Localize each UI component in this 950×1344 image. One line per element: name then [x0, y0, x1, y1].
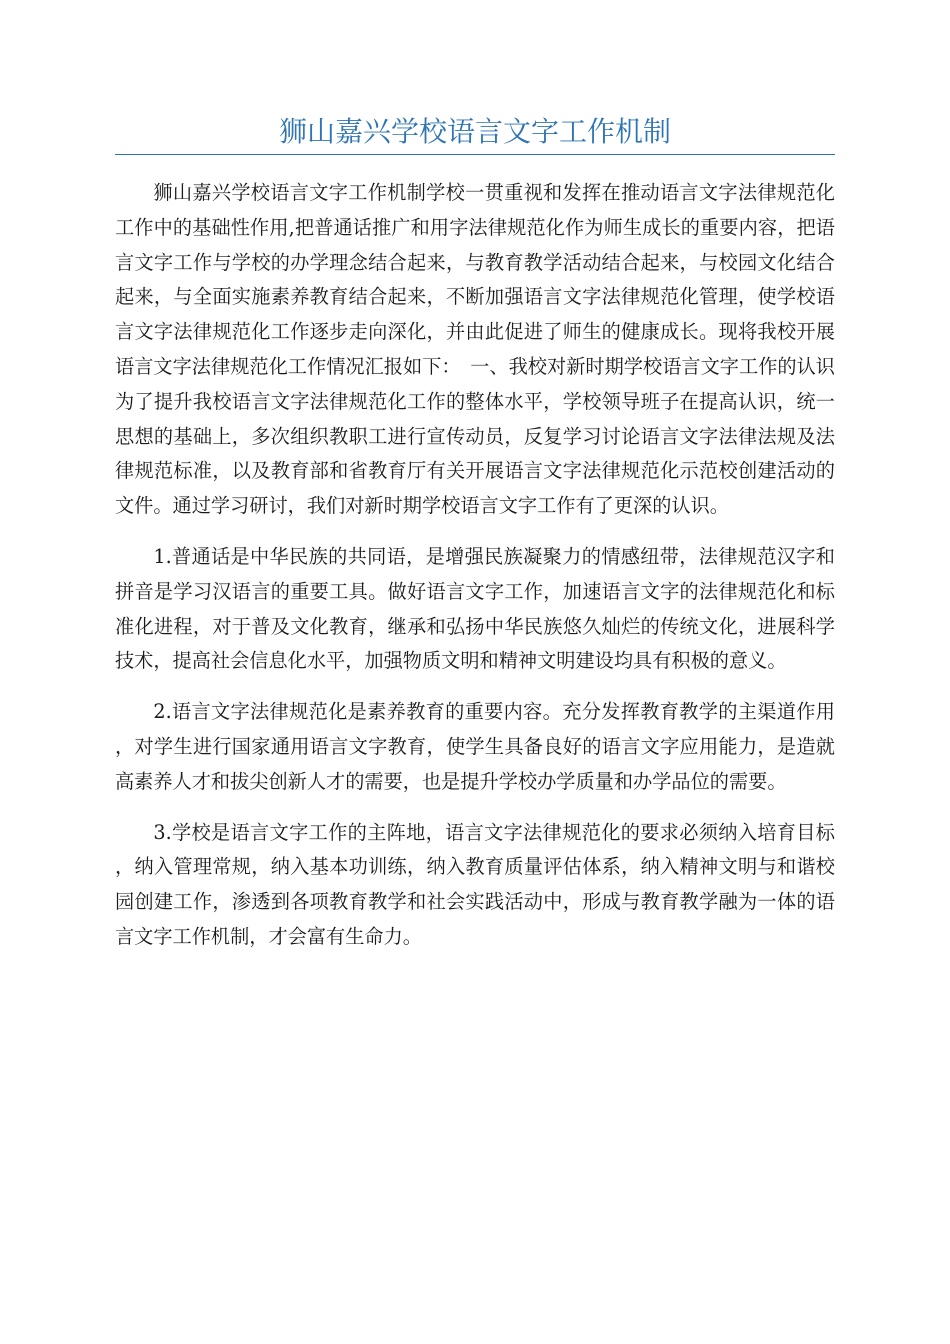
paragraph-point-2: 2.语言文字法律规范化是素养教育的重要内容。充分发挥教育教学的主渠道作用，对学生进行国家通用语言文字教育，使学生具备良好的语言文字应用能力，是造就高素养人才和拔尖创新人才的需要，也是提升学校办学质量和办学品位的需要。 — [115, 700, 835, 793]
document-body — [115, 176, 835, 955]
paragraph-point-1: 1.普通话是中华民族的共同语，是增强民族凝聚力的情感纽带，法律规范汉字和拼音是学习汉语言的重要工具。做好语言文字工作，加速语言文字的法律规范化和标准化进程，对于普及文化教育，继承和弘扬中华民族悠久灿烂的传统文化，进展科学技术，提高社会信息化水平，加强物质文明和精神文明建设均具有积极的意义。 — [115, 544, 835, 673]
paragraph-intro: 狮山嘉兴学校语言文字工作机制学校一贯重视和发挥在推动语言文字法律规范化工作中的基础性作用,把普通话推广和用字法律规范化作为师生成长的重要内容，把语言文字工作与学校的办学理念结合起来，与教育教学活动结合起来，与校园文化结合起来，与全面实施素养教育结合起来，不断加强语言文字法律规范化管理，使学校语言文字法律规范化工作逐步走向深化，并由此促进了师生的健康成长。现将我校开展语言文字法律规范化工作情况汇报如下： 一、我校对新时期学校语言文字工作的认识为了提升我校语言文字法律规范化工作的整体水平，学校领导班子在提高认识，统一思想的基础上，多次组织教职工进行宣传动员，反复学习讨论语言文字法律法规及法律规范标准，以及教育部和省教育厅有关开展语言文字法律规范化示范校创建活动的文件。通过学习研讨，我们对新时期学校语言文字工作有了更深的认识。 — [115, 181, 835, 518]
paragraph-point-3: 3.学校是语言文字工作的主阵地，语言文字法律规范化的要求必须纳入培育目标，纳入管理常规，纳入基本功训练，纳入教育质量评估体系，纳入精神文明与和谐校园创建工作，渗透到各项教育教学和社会实践活动中，形成与教育教学融为一体的语言文字工作机制，才会富有生命力。 — [115, 820, 835, 948]
title-underline — [115, 154, 835, 155]
document-title: 狮山嘉兴学校语言文字工作机制 — [278, 115, 671, 148]
